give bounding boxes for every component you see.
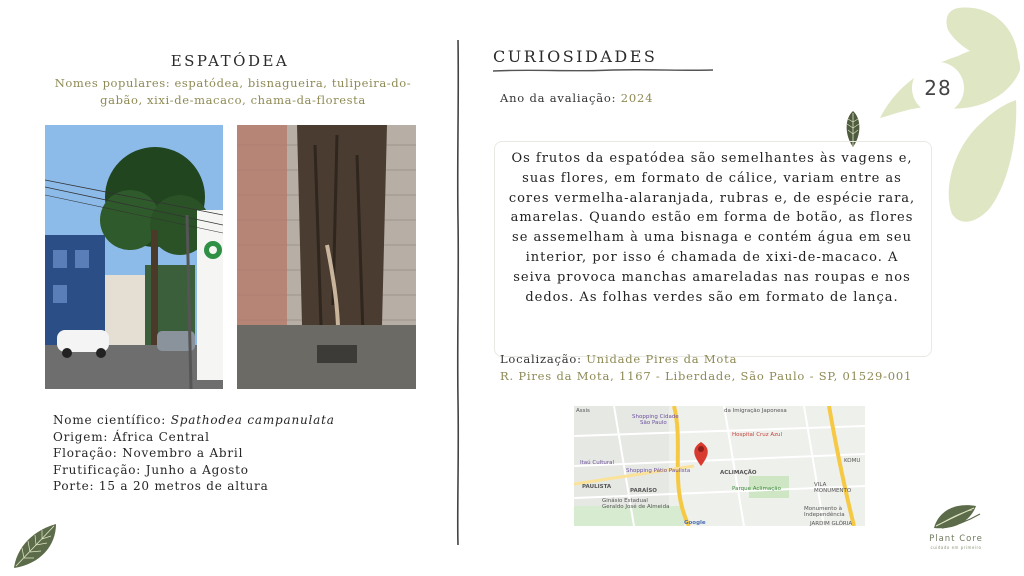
logo-name: Plant Core: [929, 534, 983, 544]
svg-text:VILA: VILA: [814, 482, 827, 488]
location-line: [500, 352, 737, 366]
svg-text:Shopping Cidade: Shopping Cidade: [632, 414, 679, 420]
svg-text:Hospital Cruz Azul: Hospital Cruz Azul: [732, 432, 783, 438]
species-title: ESPATÓDEA: [170, 52, 290, 70]
svg-text:Ginásio Estadual: Ginásio Estadual: [602, 498, 648, 504]
column-divider: [456, 40, 460, 545]
svg-text:Independência: Independência: [804, 512, 845, 518]
svg-text:PARAÍSO: PARAÍSO: [630, 488, 657, 494]
plant-core-logo-icon: [930, 500, 984, 532]
species-facts: [53, 412, 335, 495]
svg-text:MONUMENTO: MONUMENTO: [814, 488, 852, 494]
year-label: Ano da avaliação:: [500, 91, 621, 105]
location-label: Localização:: [500, 352, 587, 366]
svg-text:da Imigração Japonesa: da Imigração Japonesa: [724, 408, 787, 414]
evaluation-year: [500, 91, 653, 105]
svg-text:JARDIM GLÓRIA: JARDIM GLÓRIA: [810, 521, 853, 526]
svg-text:Itaú Cultural: Itaú Cultural: [580, 460, 615, 466]
curiosities-title: CURIOSIDADES: [493, 47, 658, 66]
svg-text:Google: Google: [684, 520, 706, 526]
origin: Origem: África Central: [53, 429, 210, 444]
address: R. Pires da Mota, 1167 - Liberdade, São Paulo - SP, 01529-001: [500, 369, 913, 383]
flowering: Floração: Novembro a Abril: [53, 446, 244, 460]
svg-text:Monumento à: Monumento à: [804, 506, 842, 512]
svg-text:Shopping Pátio Paulista: Shopping Pátio Paulista: [626, 468, 691, 474]
title-underline: [493, 66, 713, 74]
svg-text:Parque Aclimação: Parque Aclimação: [732, 486, 781, 492]
popular-names: Nomes populares: espatódea, bisnagueira, tulipeira-do-gabão, xixi-de-macaco, chama-da-floresta: [54, 76, 412, 107]
logo-tagline: cuidado em primeiro: [930, 545, 982, 550]
page-number: 28: [912, 62, 964, 114]
svg-text:KOMU: KOMU: [844, 458, 861, 464]
location-value: Unidade Pires da Mota: [586, 352, 738, 366]
size: Porte: 15 a 20 metros de altura: [53, 479, 269, 493]
svg-text:São Paulo: São Paulo: [640, 420, 667, 426]
leaf-decoration-bottom-left: [10, 522, 60, 570]
svg-text:Geraldo José de Almeida: Geraldo José de Almeida: [602, 504, 670, 510]
scientific-name-label: Nome científico:: [53, 413, 171, 427]
street-tree-photo: [45, 125, 223, 389]
year-value: 2024: [620, 91, 654, 105]
location-map[interactable]: [574, 406, 865, 526]
svg-text:Assis: Assis: [576, 408, 590, 414]
scientific-name-value: Spathodea campanulata: [170, 413, 335, 427]
scientific-name: [53, 412, 335, 429]
svg-text:ACLIMAÇÃO: ACLIMAÇÃO: [720, 470, 757, 476]
tree-trunk-photo: [237, 125, 416, 389]
curiosity-text: Os frutos da espatódea são semelhantes às vagens e, suas flores, em formato de cálice, variam entre as cores vermelha-alaranjada, rubras e, de espécie rara, amarelas. Quando estão em forma de botão, as flores se assemelham à uma bisnaga e contém água em seu interior, por isso é chamada de xixi-de-macaco. A seiva provoca manchas amareladas nas roupas e nos dedos. As folhas verdes são em formato de lança.: [508, 151, 916, 305]
fruiting: Frutificação: Junho a Agosto: [53, 462, 249, 477]
svg-text:PAULISTA: PAULISTA: [582, 484, 612, 490]
